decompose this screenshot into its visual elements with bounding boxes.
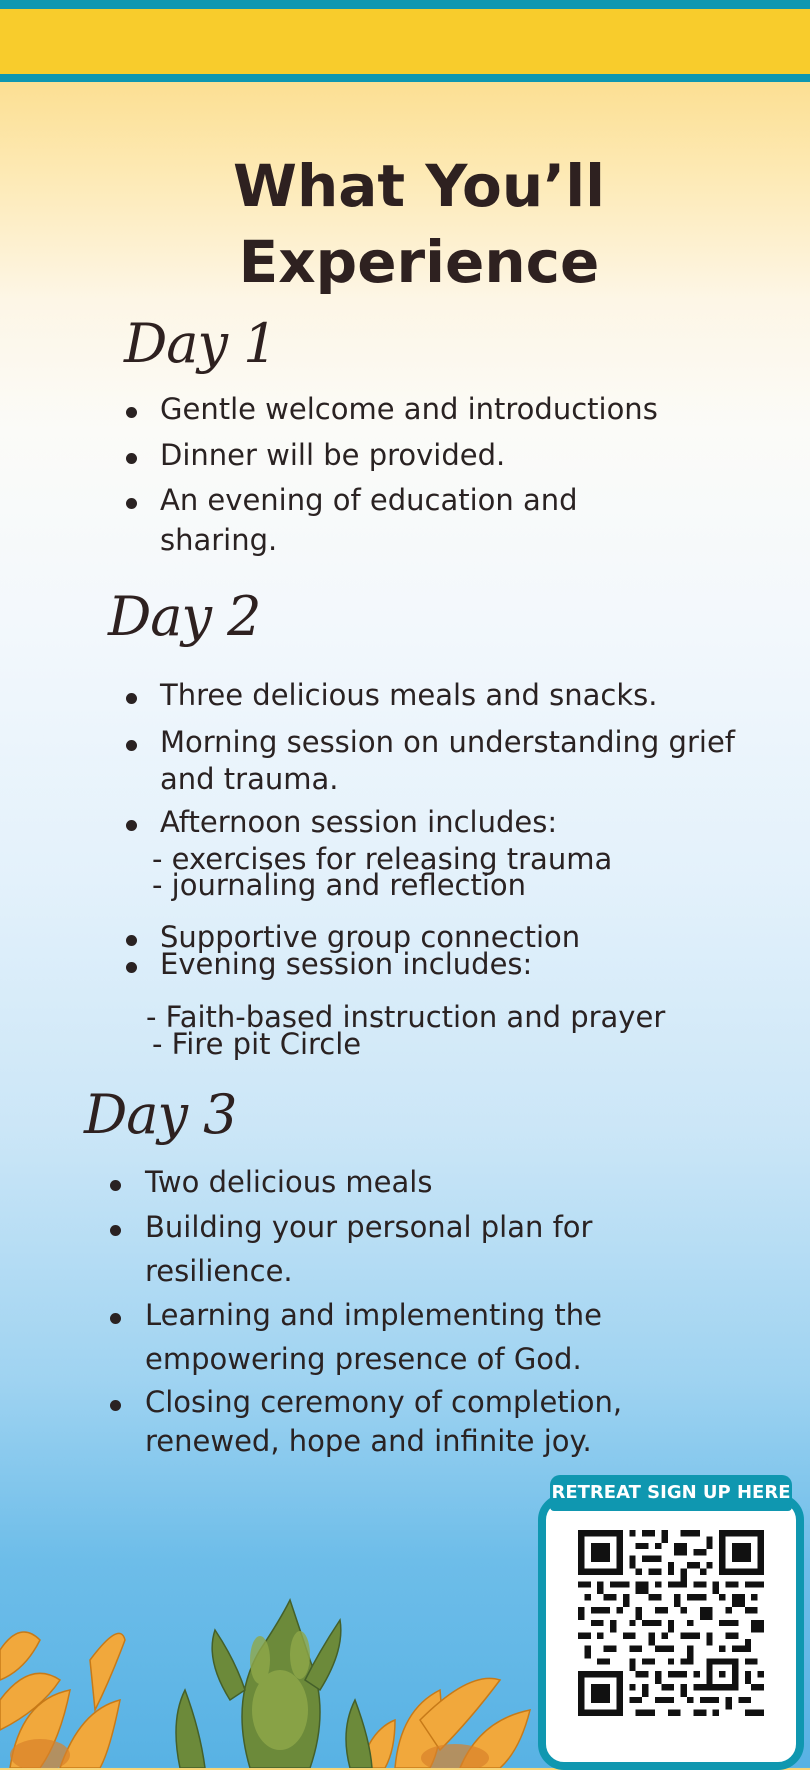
- sunflower-illustration: [0, 1580, 540, 1768]
- bullet-dot: [126, 740, 137, 751]
- day2-subitem-4: - Fire pit Circle: [152, 1027, 362, 1061]
- bullet-dot: [126, 453, 137, 464]
- day1-item-2: Dinner will be provided.: [160, 438, 506, 472]
- bullet-dot: [126, 935, 137, 946]
- day1-heading: Day 1: [124, 312, 277, 375]
- day3-item-2: Building your personal plan for: [145, 1210, 593, 1244]
- bullet-dot: [126, 962, 137, 973]
- page-title-line-1: What You’ll: [233, 152, 605, 220]
- qr-code-icon[interactable]: [578, 1530, 764, 1716]
- day1-item-1: Gentle welcome and introductions: [160, 392, 658, 426]
- day3-item-3-cont: empowering presence of God.: [145, 1342, 582, 1376]
- day2-subitem-3: - Faith-based instruction and prayer: [146, 1000, 666, 1034]
- bullet-dot: [110, 1225, 121, 1236]
- day3-item-4: Closing ceremony of completion,: [145, 1385, 623, 1419]
- bullet-dot: [110, 1400, 121, 1411]
- day2-item-5: Evening session includes:: [160, 947, 533, 981]
- page-title-line-2: Experience: [238, 228, 600, 296]
- day2-item-1: Three delicious meals and snacks.: [160, 678, 658, 712]
- day3-item-1: Two delicious meals: [145, 1165, 433, 1199]
- day1-item-3: An evening of education and: [160, 483, 578, 517]
- day3-item-2-cont: resilience.: [145, 1254, 293, 1288]
- day3-item-4-cont: renewed, hope and infinite joy.: [145, 1424, 592, 1458]
- bullet-dot: [126, 498, 137, 509]
- day3-heading: Day 3: [84, 1083, 237, 1146]
- day2-subitem-2: - journaling and reflection: [152, 868, 527, 902]
- bullet-dot: [126, 693, 137, 704]
- day2-item-3: Afternoon session includes:: [160, 805, 558, 839]
- day3-item-3: Learning and implementing the: [145, 1298, 603, 1332]
- day2-subitem-1: - exercises for releasing trauma: [152, 842, 613, 876]
- bullet-dot: [126, 820, 137, 831]
- page-title: [0, 148, 810, 300]
- day1-item-3-cont: sharing.: [160, 523, 278, 557]
- day2-item-2: Morning session on understanding grief: [160, 725, 736, 759]
- signup-label: RETREAT SIGN UP HERE: [550, 1475, 792, 1511]
- top-yellow-banner: [0, 9, 810, 74]
- bullet-dot: [110, 1180, 121, 1191]
- bullet-dot: [110, 1313, 121, 1324]
- day2-item-4: Supportive group connection: [160, 920, 581, 954]
- day2-heading: Day 2: [108, 585, 261, 648]
- day2-item-2-cont: and trauma.: [160, 762, 339, 796]
- bullet-dot: [126, 407, 137, 418]
